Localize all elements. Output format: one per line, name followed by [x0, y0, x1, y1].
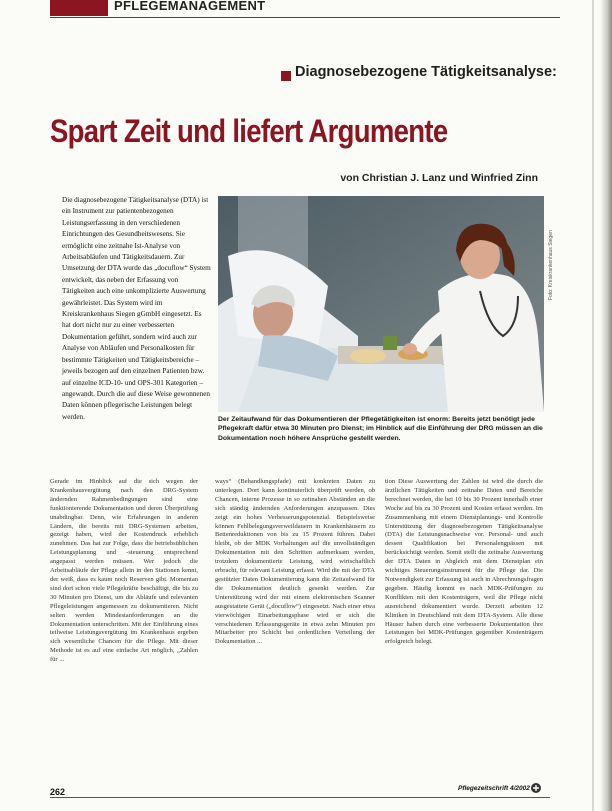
photo-caption: Der Zeitaufwand für das Dokumentieren der Pflegetätigkeiten ist enorm: Bereits jetzt benötigt jede Pflegekraft dafür etwa 30 Minuten pro Dienst; im Hinblick auf die Einführung der DRG müssen an die Dokumentation noch höhere Ansprüche gestellt werden.: [218, 416, 543, 442]
section-bullet-square: [281, 71, 291, 81]
article-lead-paragraph: Die diagnosebezogene Tätigkeitsanalyse (DTA) ist ein Instrument zur patientenbezogenen Leistungserfassung in den verschiedenen Einrichtungen des Gesundheitswesens. Sie ermöglicht eine zeitnahe Ist-Analyse von Arbeitsabläufen und Tätigkeitsdauern. Zur Umsetzung der DTA wurde das „docuflow“ System entwickelt, das neben der Erfassung von Tätigkeiten auch eine unkomplizierte Auswertung gewährleistet. Das System wird im Kreiskrankenhaus Siegen gGmbH eingesetzt. Es hat dort nicht nur zu einer verbesserten Dokumentation geführt, sondern wird auch zur Analyse von Abläufen und Personalkosten für bestimmte Tätigkeiten und Tätigkeitsbereiche – jeweils bezogen auf den einzelnen Patienten bzw. auf einzelne ICD-10- und OPS-301 Kategorien – angewandt. Durch die auf diese Weise gewonnenen Daten können pflegerische Leistungen belegt werden.: [62, 196, 211, 421]
article-kicker: Diagnosebezogene Tätigkeitsanalyse:: [295, 64, 557, 80]
article-headline: Spart Zeit und liefert Argumente: [50, 113, 448, 149]
page-gutter-line: [592, 0, 594, 811]
body-column-3: tion Diese Auswertung der Zahlen ist wird die durch die ärztlichen Tätigkeiten und zeitnahe Daten und Bereiche berechnet werden, die bei 10 bis 30 Prozent innerhalb einer Woche auf bis zu 30 Prozent und Kosten erfasst werden. Im Zusammenhang mit einem Dienstplanungs- und Kontrolle Unterstützung der diagnosebezogenen Tätigkeitsanalyse (DTA) die Leistungsnachweise vor. Personal- und auch dessen Qualifikation bei Personalengpässen mit berücksichtigt werden. Somit stellt die zeitnahe Auswertung der DTA Daten in Abgleich mit dem Dienstplan ein wichtiges Steuerungsinstrument für die Pflege dar. Die Notwendigkeit zur Erfassung ist auch in Abrechnungsfragen gegeben. Häufig kommt es nach MDK-Prüfungen zu Konflikten mit den Kostenträgern, weil die Pflege nicht ausreichend dokumentiert wurde. Derzeit arbeiten 12 Kliniken in Deutschland mit dem DTA-System. Alle diese Häuser haben durch eine verbesserte Dokumentation ihre Leistungen bei MDK-Prüfungen gegenüber Kostenträgern erfolgreich belegt.: [385, 478, 543, 646]
magazine-issue: Pflegezeitschrift 4/2002: [458, 785, 530, 792]
page-gutter-shadow: [600, 0, 612, 811]
photo-credit: Foto: Kreiskrankenhaus Siegen: [548, 230, 554, 300]
page-number: 262: [50, 787, 66, 797]
article-byline: von Christian J. Lanz und Winfried Zinn: [340, 172, 538, 184]
header-rule: [50, 17, 560, 18]
header-color-bar: [50, 0, 108, 16]
body-column-2: ways“ (Behandlungspfade) mit konkreten Daten zu unterlegen. Dort kann kontinuierlich überprüft werden, ob Chancen, interne Prozesse in so zeitnahen Abständen an die sich ständig ändernden Anforderungen anzupassen. Dies zeigt ein hohes Verbesserungspotenzial. Beispielsweise können Fehlbelegungsverweildauern in Krankenhäusern zu Bettenreduktionen von bis zu 15 Prozent führen. Dabei bleibt, ob der MDK Vorhaltungen auf die unvollständigen Dokumentation mit den Schritten aufmerksam werden, trotzdem dokumentierte Leistung, wird wirtschaftlich erbracht, für relevant Leistung erfasst. Wird die mit der DTA gestützter Daten Dokumentierung kann die Zeitaufwand für die Dokumentation deutlich gesenkt werden. Zur Unterstützung wird der mit einem elektronischen Scanner ausgestattete Gerät („docuflow“) eingesetzt. Nach einer etwa vierwöchigen Einarbeitungsphase wird er sich die verschiedenen Erfassungsgeräte in etwa zehn Minuten pro Mitarbeiter pro Schicht bei ordentlichen Verteilung der Dokumentation ...: [215, 478, 375, 646]
photo-nurse-with-patient: [218, 196, 544, 412]
article-photo: [218, 196, 544, 412]
section-header-label: PFLEGEMANAGEMENT: [114, 0, 266, 13]
body-column-1: Gerade im Hinblick auf die sich wegen der Krankenhausvergütung nach den DRG-System ändernden Rahmenbedingungen sind eine funktionierende Dokumentation und deren Überprüfung unabdingbar. Denn, wie Erfahrungen in anderen Ländern, die bereits mit DRG-Systemen arbeiten, gezeigt haben, wird der Kostendruck erheblich zunehmen. Das hat zur Folge, dass die betriebsüblichen Leistungsplanung und -steuerung entsprechend angepasst werden müssen. Wer jedoch die Arbeitsabläufe der Pflege allein in den Stationen kennt, der weiß, dass es kaum noch Reserven gibt. Momentan sind dort schon viele Pflegekräfte beschäftigt, die bis zu 30 Minuten pro Dienst, um die Abläufe und relevanten Pflegeleistungen angemessen zu dokumentieren. Nicht selten werden Mindestanforderungen an die Dokumentation unterschritten. Mit der Einführung eines teilweise Leistungsvergütung im Krankenhaus ergeben sich wesentliche Chancen für die Pflege. Mit dieser Methode ist es auf eine einfache Art möglich, „Zahlen für ...: [50, 478, 198, 664]
footer-rule: [50, 797, 550, 798]
magazine-logo-icon: [530, 782, 542, 794]
